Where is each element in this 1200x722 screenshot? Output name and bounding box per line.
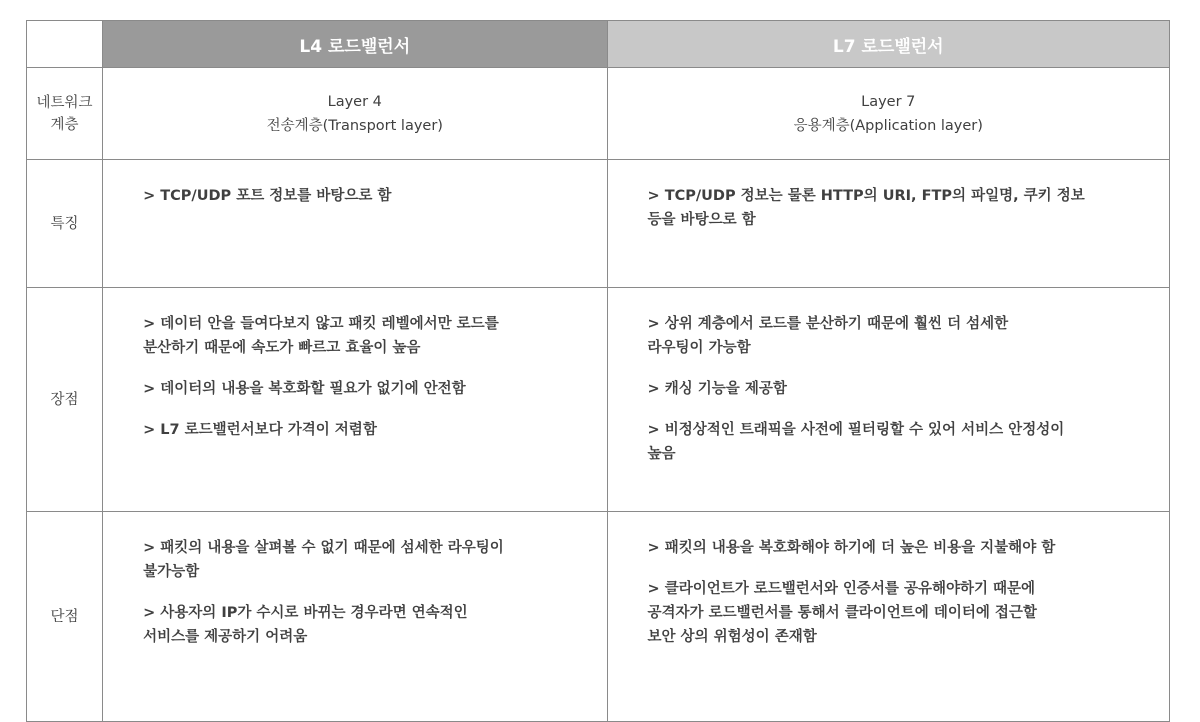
row-feature [27,160,1170,288]
l4-feature-item: > TCP/UDP 포트 정보를 바탕으로 함 [143,188,392,204]
l4-cons-item: > 패킷의 내용을 살펴볼 수 없기 때문에 섬세한 라우팅이 불가능함 [143,540,504,580]
cell-l4-feature [103,160,607,288]
cell-l4-network [103,68,607,160]
cell-l4-pros [103,288,607,512]
l4-pros-item: > L7 로드밸런서보다 가격이 저렴함 [143,422,377,438]
l7-cons-item: > 패킷의 내용을 복호화해야 하기에 더 높은 비용을 지불해야 함 [647,540,1056,556]
row-label-network-text: 네트워크 계층 [36,94,93,133]
l4-pros-item: > 데이터의 내용을 복호화할 필요가 없기에 안전함 [143,381,466,397]
cell-l7-network [607,68,1170,160]
l7-feature-item: > TCP/UDP 정보는 물론 HTTP의 URI, FTP의 파일명, 쿠키 정보 등을 바탕으로 함 [647,188,1085,228]
header-l4: L4 로드밸런서 [103,21,607,68]
row-label-cons: 단점 [27,512,103,722]
row-network-layer [27,68,1170,160]
row-cons [27,512,1170,722]
cell-l7-feature [607,160,1170,288]
cell-l7-cons [607,512,1170,722]
l4-cons-item: > 사용자의 IP가 수시로 바뀌는 경우라면 연속적인 서비스를 제공하기 어려움 [143,605,468,645]
l7-pros-item: > 상위 계층에서 로드를 분산하기 때문에 훨씬 더 섬세한 라우팅이 가능함 [647,316,1009,356]
l7-pros-item: > 비정상적인 트래픽을 사전에 필터링할 수 있어 서비스 안정성이 높음 [647,422,1065,462]
l7-cons-item: > 클라이언트가 로드밸런서와 인증서를 공유해야하기 때문에 공격자가 로드밸런서를 통해서 클라이언트에 데이터에 접근할 보안 상의 위험성이 존재함 [647,581,1037,645]
comparison-table [26,20,1170,722]
row-pros [27,288,1170,512]
cell-l7-pros [607,288,1170,512]
l7-layer-name: Layer 7 [861,93,916,110]
cell-l4-cons [103,512,607,722]
row-label-pros: 장점 [27,288,103,512]
l4-pros-item: > 데이터 안을 들여다보지 않고 패킷 레벨에서만 로드를 분산하기 때문에 속도가 빠르고 효율이 높음 [143,316,499,356]
corner-cell [27,21,103,68]
l4-layer-name: Layer 4 [327,93,382,110]
header-l7: L7 로드밸런서 [607,21,1170,68]
l4-layer-desc: 전송계층(Transport layer) [266,117,443,134]
l7-layer-desc: 응용계층(Application layer) [793,117,983,134]
row-label-network [27,68,103,160]
l7-pros-item: > 캐싱 기능을 제공함 [647,381,787,397]
row-label-feature: 특징 [27,160,103,288]
